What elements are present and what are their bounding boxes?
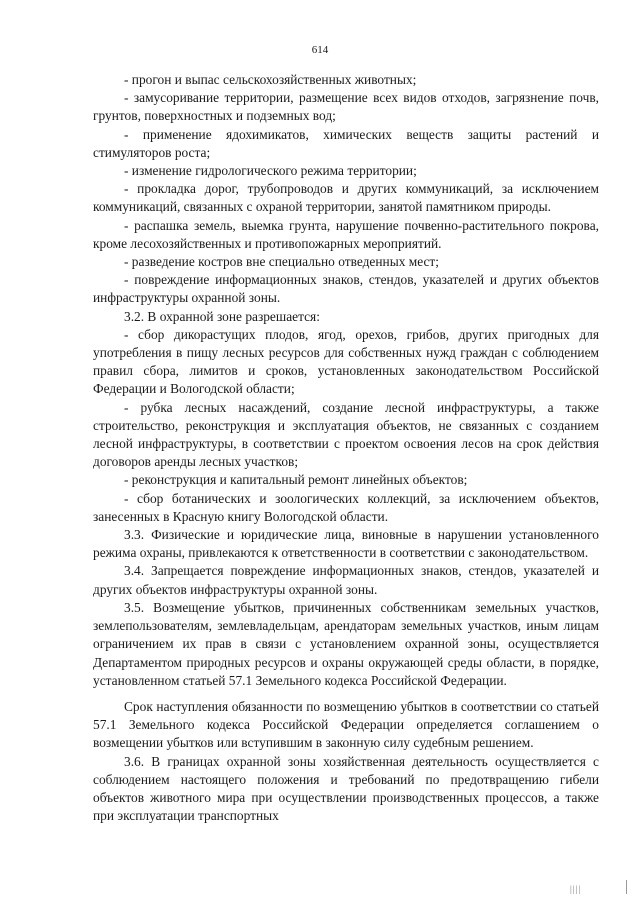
paragraph: - реконструкция и капитальный ремонт линейных объектов; — [124, 472, 468, 488]
paragraph: - разведение костров вне специально отведенных мест; — [124, 254, 439, 270]
paragraph: - применение ядохимикатов, химических веществ защиты растений и стимуляторов роста; — [93, 126, 599, 160]
section-heading-3-2: 3.2. В охранной зоне разрешается: — [124, 308, 320, 324]
paragraph: - замусоривание территории, размещение всех видов отходов, загрязнение почв, грунтов, поверхностных и подземных вод; — [93, 90, 599, 124]
paragraph: - сбор ботанических и зоологических коллекций, за исключением объектов, занесенных в Красную книгу Вологодской области. — [93, 490, 599, 524]
clause-3-4: 3.4. Запрещается повреждение информационных знаков, стендов, указателей и других объектов инфраструктуры охранной зоны. — [93, 563, 599, 597]
paragraph: - прогон и выпас сельскохозяйственных животных; — [124, 72, 417, 87]
scan-edge-mark — [626, 880, 627, 894]
paragraph: - изменение гидрологического режима территории; — [124, 163, 417, 179]
scan-marks: |||| — [570, 884, 582, 894]
paragraph: - прокладка дорог, трубопроводов и других коммуникаций, за исключением коммуникаций, связанных с охраной территории, занятой памятником природы. — [93, 181, 599, 215]
paragraph: - рубка лесных насаждений, создание лесной инфраструктуры, а также строительство, реконструкция и эксплуатация объектов, не связанных с созданием лесной инфраструктуры, в соответствии с проектом освоения лесов на срок действия договоров аренды лесных участков; — [93, 399, 599, 470]
paragraph: - распашка земель, выемка грунта, нарушение почвенно-растительного покрова, кроме лесохозяйственных и противопожарных мероприятий. — [93, 217, 599, 251]
clause-3-5: 3.5. Возмещение убытков, причиненных собственникам земельных участков, землепользователям, землевладельцам, арендаторам земельных участков, иным лицам ограничением их прав в связи с установлением охранной зоны, осуществляется Департаментом природных ресурсов и охраны окружающей среды области, в порядке, установленном статьей 57.1 Земельного кодекса Российской Федерации. — [93, 599, 599, 688]
paragraph: - повреждение информационных знаков, стендов, указателей и других объектов инфраструктуры охранной зоны. — [93, 272, 599, 306]
clause-3-6: 3.6. В границах охранной зоны хозяйственная деятельность осуществляется с соблюдением настоящего положения и требований по предотвращению гибели объектов животного мира при осуществлении производственных процессов, а также при эксплуатации транспортных — [93, 753, 599, 824]
clause-3-3: 3.3. Физические и юридические лица, виновные в нарушении установленного режима охраны, привлекаются к ответственности в соответствии с законодательством. — [93, 527, 599, 561]
paragraph: Срок наступления обязанности по возмещению убытков в соответствии со статьей 57.1 Земельного кодекса Российской Федерации определяется соглашением о возмещении убытков или вступившим в законную силу судебным решением. — [93, 698, 599, 751]
document-body — [93, 71, 599, 825]
paragraph: - сбор дикорастущих плодов, ягод, орехов, грибов, других пригодных для употребления в пищу лесных ресурсов для собственных нужд граждан с соблюдением правил сбора, лимитов и сроков, установленных законодательством Российской Федерации и Вологодской области; — [93, 326, 599, 397]
page-number: 614 — [311, 44, 329, 56]
